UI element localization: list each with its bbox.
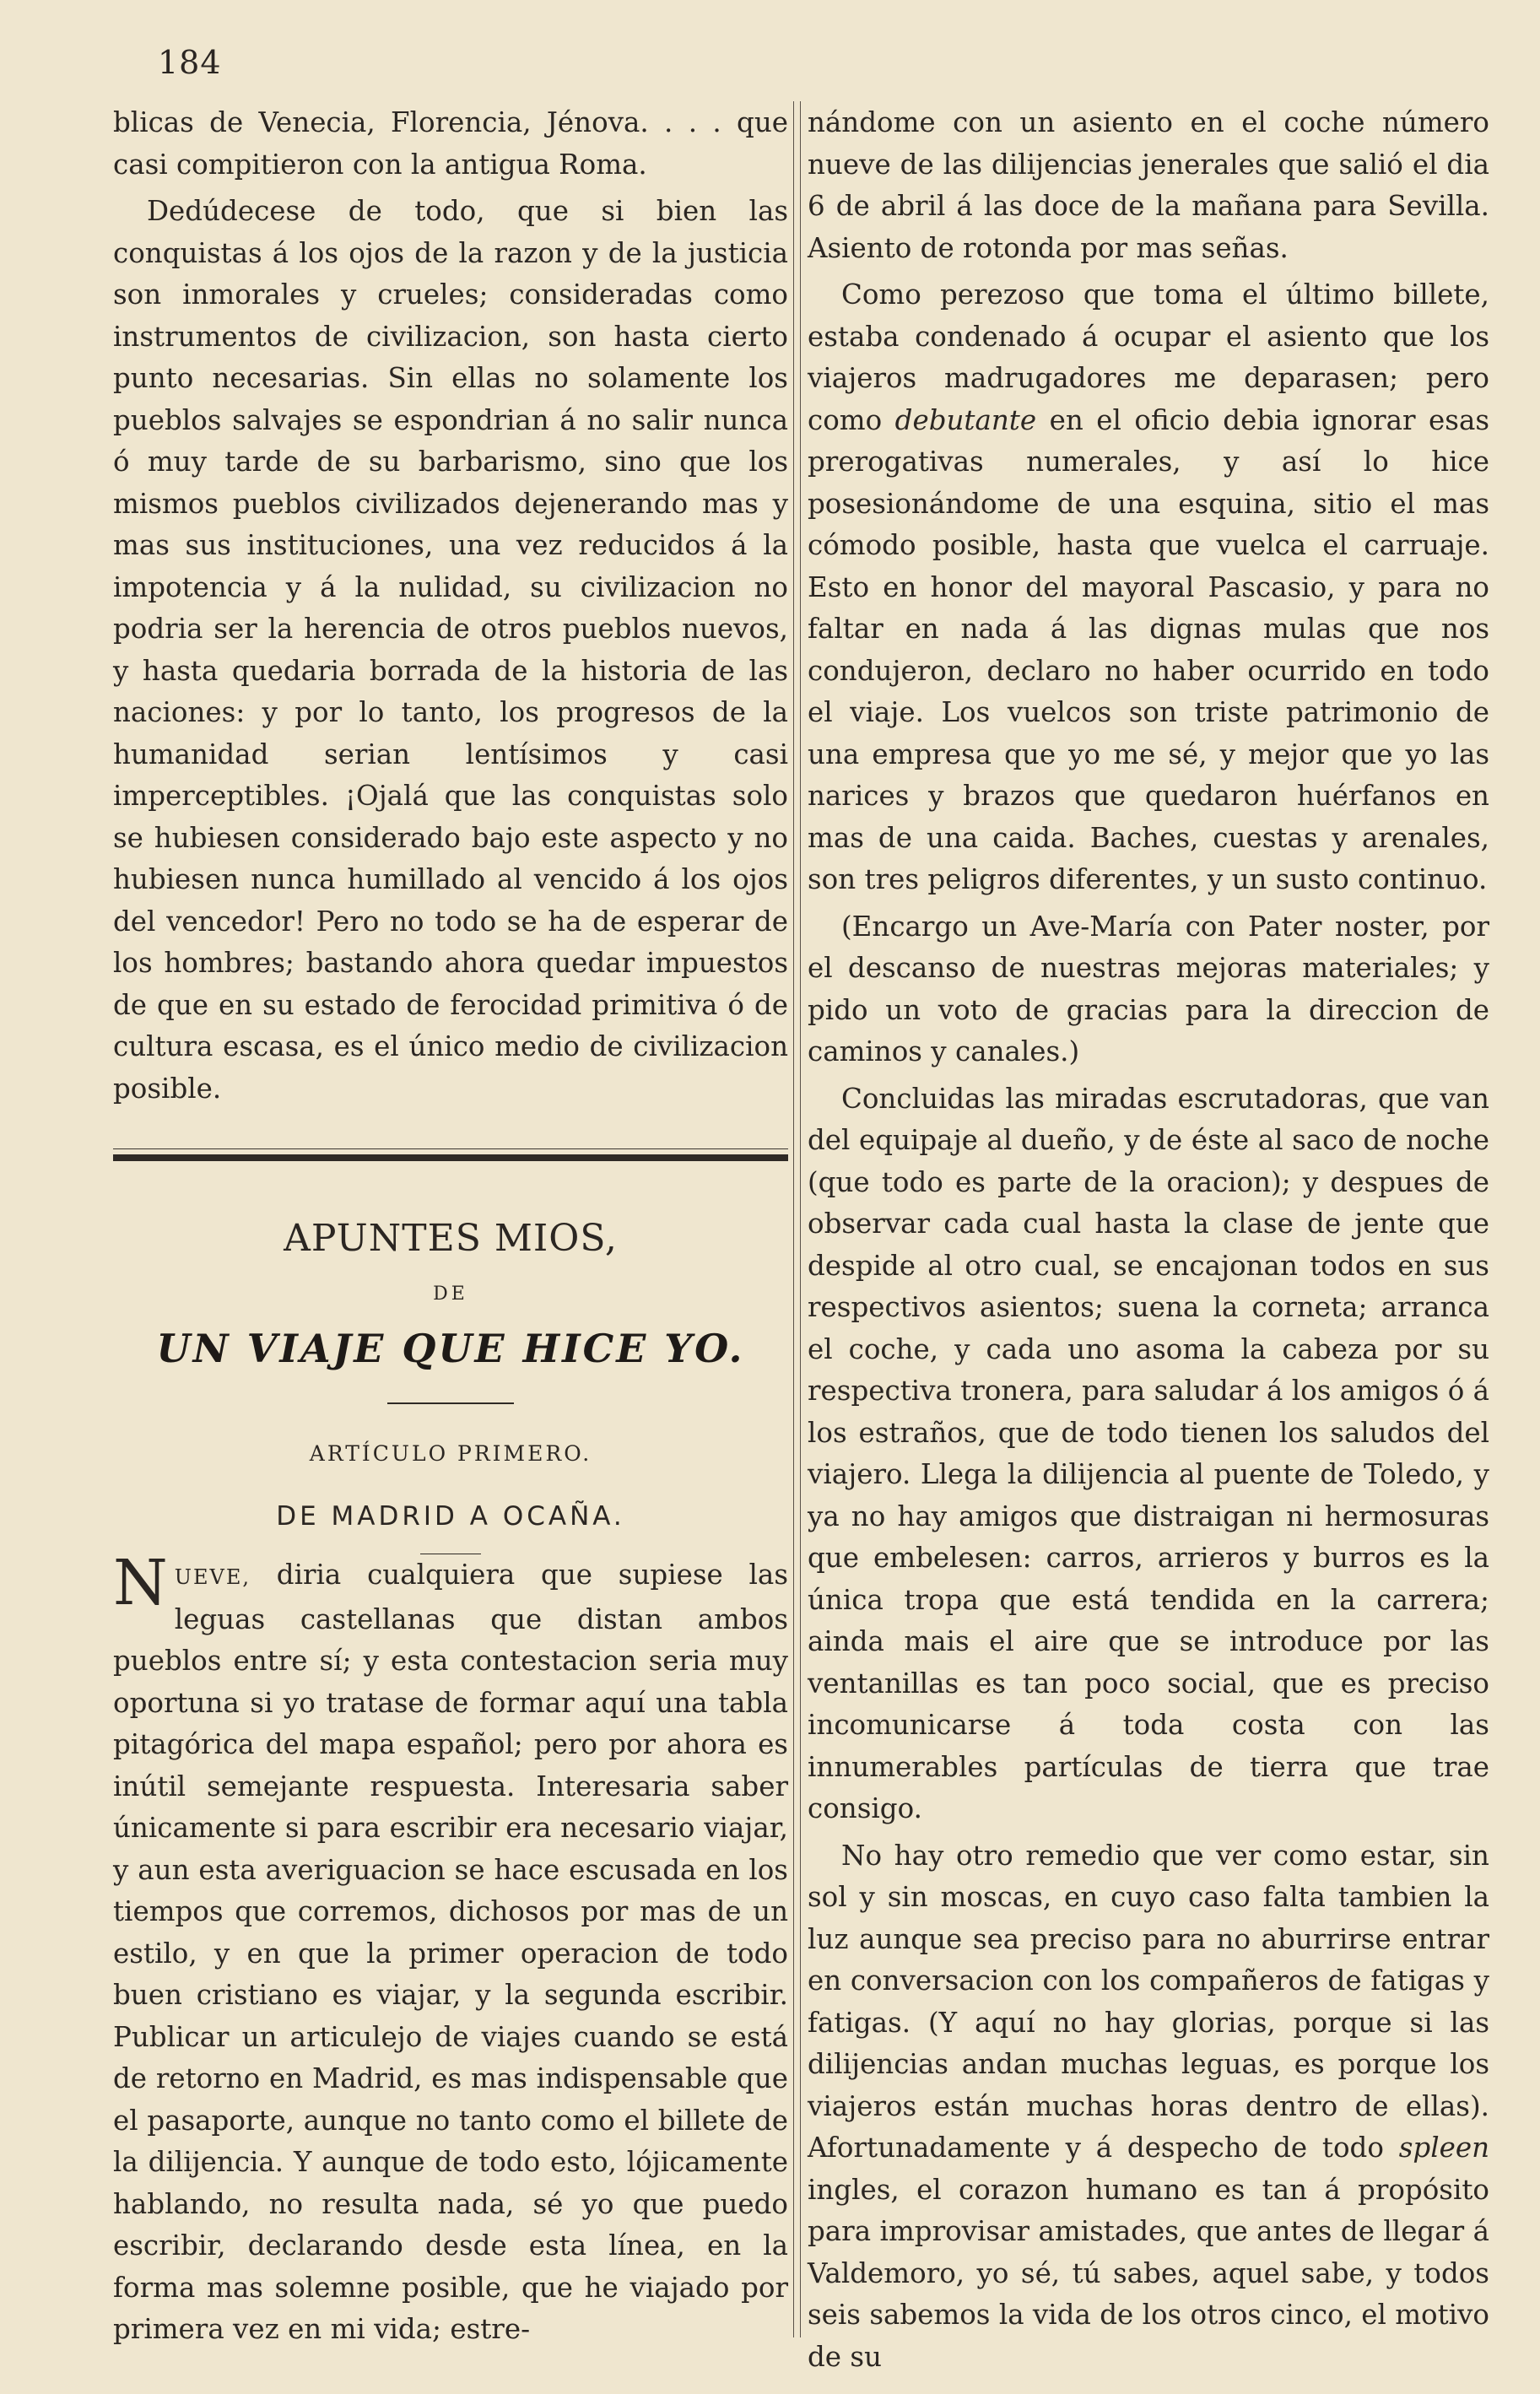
article-route-heading: DE MADRID A OCAÑA.	[276, 1501, 625, 1532]
paragraph: Dedúdecese de todo, que si bien las conquistas á los ojos de la razon y de la justicia son inmorales y crueles; consideradas como instrumentos de civilizacion, son hasta cierto punto necesarias. Sin ellas no solamente los pueblos salvajes se espondrian á no salir nunca ó muy tarde de su barbarismo, sino que los mismos pueblos civilizados dejenerando mas y mas sus instituciones, una vez reducidos á la impotencia y á la nulidad, su civilizacion no podria ser la herencia de otros pueblos nuevos, y hasta quedaria borrada de la historia de las naciones: y por lo tanto, los progresos de la humanidad serian lentísimos y casi imperceptibles. ¡Ojalá que las conquistas solo se hubiesen considerado bajo este aspecto y no hubiesen nunca humillado al vencido á los ojos del vencedor! Pero no todo se ha de esperar de los hombres; bastando ahora quedar impuestos de que en su estado de ferocidad primitiva ó de cultura escasa, es el único medio de civilizacion posible.	[113, 195, 788, 1105]
left-column	[113, 102, 788, 2356]
paragraph: blicas de Venecia, Florencia, Jénova. . . . que casi compitieron con la antigua Roma.	[113, 106, 788, 181]
right-column	[808, 102, 1489, 2383]
article-title: APUNTES MIOS,	[284, 1217, 618, 1260]
article-ornate-title: UN VIAJE QUE HICE YO.	[156, 1326, 745, 1371]
section-divider-thick	[113, 1154, 788, 1161]
page-number: 184	[158, 44, 222, 81]
article-first-paragraph	[113, 1547, 788, 2351]
paragraph	[808, 274, 1489, 901]
paragraph	[808, 1835, 1489, 2379]
paragraph-text: ingles, el corazon humano es tan á propósito para improvisar amistades, que antes de llegar á Valdemoro, yo sé, tú sabes, aquel sabe, y todos seis sabemos la vida de los otros cinco, el motivo de su	[808, 2173, 1489, 2373]
title-rule	[387, 1402, 514, 1404]
paragraph-text: en el oficio debia ignorar esas prerogativas numerales, y así lo hice posesionándome de una esquina, sitio el mas cómodo posible, hasta que vuelca el carruaje. Esto en honor del mayoral Pascasio, y para no faltar en nada á las dignas mulas que nos condujeron, declaro no haber ocurrido en todo el viaje. Los vuelcos son triste patrimonio de una empresa que yo me sé, y mejor que yo las narices y brazos que quedaron huérfanos en mas de una caida. Baches, cuestas y arenales, son tres peligros diferentes, y un susto continuo.	[808, 403, 1489, 895]
paragraph: (Encargo un Ave-María con Pater noster, por el descanso de nuestras mejoras materiales; y pido un voto de gracias para la direccion de caminos y canales.)	[808, 910, 1489, 1067]
article-connector: DE	[433, 1283, 468, 1305]
paragraph-text: No hay otro remedio que ver como estar, sin sol y sin moscas, en cuyo caso falta tambien la luz aunque sea preciso para no aburrirse entrar en conversacion con los compañeros de fatigas y fatigas. (Y aquí no hay glorias, porque si las dilijencias andan muchas leguas, es porque los viajeros están muchas horas dentro de ellas). Afortunadamente y á despecho de todo	[808, 1839, 1489, 2164]
paragraph: nándome con un asiento en el coche número nueve de las dilijencias jenerales que salió el dia 6 de abril á las doce de la mañana para Sevilla. Asiento de rotonda por mas señas.	[808, 106, 1489, 264]
italic-word: spleen	[1398, 2132, 1489, 2164]
article-subtitle: ARTÍCULO PRIMERO.	[309, 1441, 592, 1466]
section-divider	[113, 1148, 788, 1149]
paragraph-text: Como perezoso que toma el último billete, estaba condenado á ocupar el asiento que los viajeros madrugadores me deparasen; pero como	[808, 278, 1489, 436]
drop-cap: N	[113, 1547, 168, 1619]
first-word-smallcaps: UEVE,	[174, 1565, 251, 1589]
paragraph: Concluidas las miradas escrutadoras, que van del equipaje al dueño, y de éste al saco de noche (que todo es parte de la oracion); y despues de observar cada cual hasta la clase de jente que despide al otro cual, se encajonan todos en sus respectivos asientos; suena la corneta; arranca el coche, y cada uno asoma la cabeza por su respectiva tronera, para saludar á los amigos ó á los estraños, que de todo tienen los saludos del viajero. Llega la dilijencia al puente de Toledo, y ya no hay amigos que distraigan ni hermosuras que embelesen: carros, arrieros y burros es la única tropa que está tendida en la carrera; ainda mais el aire que se introduce por las ventanillas es tan poco social, que es preciso incomunicarse á toda costa con las innumerables partículas de tierra que trae consigo.	[808, 1082, 1489, 1824]
column-divider	[793, 101, 801, 2337]
italic-word: debutante	[894, 403, 1037, 436]
paragraph-text: diria cualquiera que supiese las leguas castellanas que distan ambos pueblos entre sí; y esta contestacion seria muy oportuna si yo tratase de formar aquí una tabla pitagórica del mapa español; pero por ahora es inútil semejante respuesta. Interesaria saber únicamente si para escribir era necesario viajar, y aun esta averiguacion se hace escusada en los tiempos que corremos, dichosos por mas de un estilo, y en que la primer operacion de todo buen cristiano es viajar, y la segunda escribir. Publicar un articulejo de viajes cuando se está de retorno en Madrid, es mas indispensable que el pasaporte, aunque no tanto como el billete de la dilijencia. Y aunque de todo esto, lójicamente hablando, no resulta nada, sé yo que puedo escribir, declarando desde esta línea, en la forma mas solemne posible, que he viajado por primera vez en mi vida; estre-	[113, 1559, 788, 2345]
